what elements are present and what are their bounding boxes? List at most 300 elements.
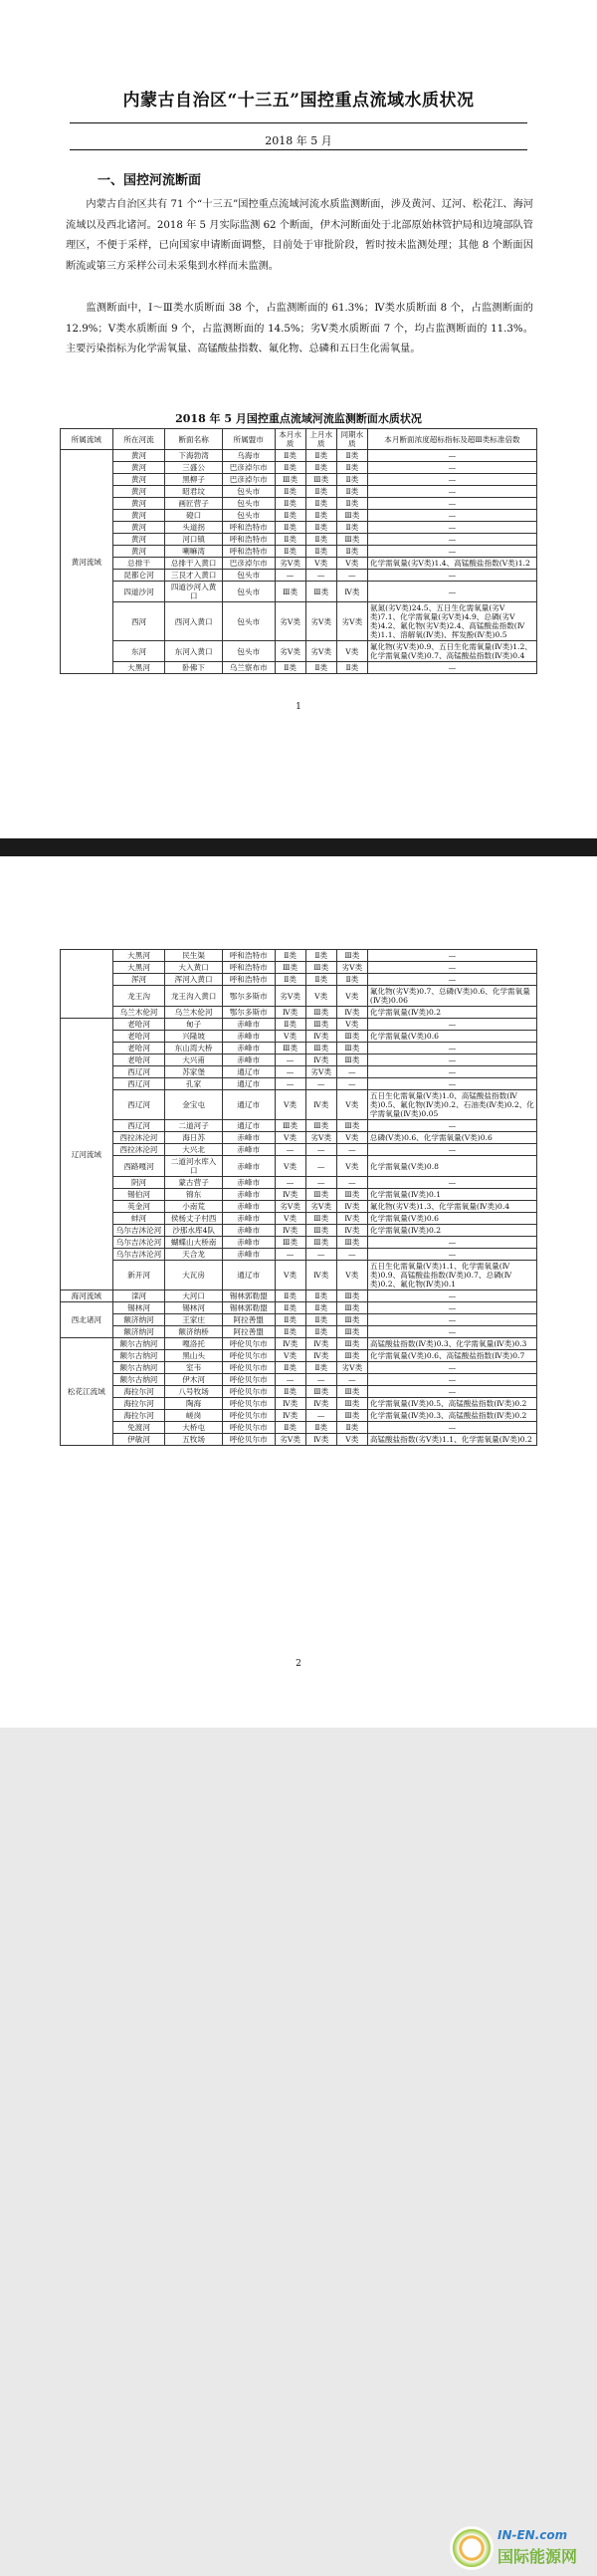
exceed-cell: 总磷(Ⅴ类)0.6、化学需氧量(Ⅴ类)0.6 — [367, 1132, 536, 1144]
city-cell: 赤峰市 — [222, 1249, 275, 1261]
city-cell: 赤峰市 — [222, 1156, 275, 1177]
last-month-cell: Ⅲ类 — [305, 582, 336, 602]
exceed-cell: 高锰酸盐指数(劣Ⅴ类)1.1、化学需氧量(Ⅳ类)0.2 — [367, 1434, 536, 1446]
city-cell: 呼和浩特市 — [222, 962, 275, 974]
section-cell: 大兴甫 — [165, 1054, 222, 1066]
last-month-cell: — — [305, 1249, 336, 1261]
table-row — [61, 1225, 537, 1237]
city-cell: 阿拉善盟 — [222, 1326, 275, 1338]
section-cell: 大兴北 — [165, 1144, 222, 1156]
document-title: 内蒙古自治区“十三五”国控重点流域水质状况 — [122, 91, 475, 111]
city-cell: 呼伦贝尔市 — [222, 1422, 275, 1434]
river-cell: 东河 — [112, 641, 165, 662]
city-cell: 赤峰市 — [222, 1144, 275, 1156]
section-cell: 磴口 — [165, 510, 222, 522]
table-row — [61, 462, 537, 474]
section-cell: 卧佛下 — [165, 662, 222, 674]
last-month-cell: Ⅳ类 — [305, 1338, 336, 1350]
this-month-cell: Ⅲ类 — [275, 1043, 305, 1054]
table-row — [61, 1302, 537, 1314]
section-cell: 头道拐 — [165, 522, 222, 534]
river-cell: 黄河 — [112, 462, 165, 474]
section-cell: 大河口 — [165, 1290, 222, 1302]
city-cell: 呼伦贝尔市 — [222, 1386, 275, 1398]
exceed-cell: — — [367, 1362, 536, 1374]
this-month-cell: Ⅲ类 — [275, 474, 305, 486]
section-cell: 黑柳子 — [165, 474, 222, 486]
last-month-cell: Ⅲ类 — [305, 1189, 336, 1201]
same-period-cell: Ⅲ类 — [336, 1410, 367, 1422]
same-period-cell: Ⅴ类 — [336, 986, 367, 1007]
last-month-cell: — — [305, 570, 336, 582]
table-row — [61, 1031, 537, 1043]
paragraph-summary: 监测断面中，Ⅰ～Ⅲ类水质断面 38 个，占监测断面的 61.3%；Ⅳ类水质断面 8 个，占监测断面的 12.9%；Ⅴ类水质断面 9 个，占监测断面的 14.5%；劣Ⅴ类水质断面 7 个，均占监测断面的 11.3%。主要污染指标为化学需氧量、高锰酸盐指数、氟化物、总磷和五日生化需氧量。 — [66, 303, 533, 354]
last-month-cell: Ⅲ类 — [305, 962, 336, 974]
header-exceed-indicators: 本月断面浓度超标指标及超Ⅲ类标准倍数 — [367, 429, 536, 450]
city-cell: 呼和浩特市 — [222, 522, 275, 534]
section-cell: 甸子 — [165, 1019, 222, 1031]
header-section: 断面名称 — [165, 429, 222, 450]
section-cell: 三盛公 — [165, 462, 222, 474]
section-cell: 天合龙 — [165, 1249, 222, 1261]
same-period-cell: Ⅳ类 — [336, 582, 367, 602]
this-month-cell: Ⅳ类 — [275, 1189, 305, 1201]
last-month-cell: Ⅱ类 — [305, 450, 336, 462]
exceed-cell: 化学需氧量(Ⅳ类)0.3、高锰酸盐指数(Ⅳ类)0.2 — [367, 1410, 536, 1422]
river-cell: 浑河 — [112, 974, 165, 986]
same-period-cell: Ⅲ类 — [336, 1314, 367, 1326]
same-period-cell: Ⅲ类 — [336, 1054, 367, 1066]
table-row — [61, 1410, 537, 1422]
city-cell: 赤峰市 — [222, 1031, 275, 1043]
last-month-cell: 劣Ⅴ类 — [305, 1201, 336, 1213]
last-month-cell: — — [305, 1156, 336, 1177]
river-cell: 蚌河 — [112, 1213, 165, 1225]
river-cell: 黄河 — [112, 510, 165, 522]
city-cell: 通辽市 — [222, 1261, 275, 1290]
same-period-cell: Ⅱ类 — [336, 462, 367, 474]
this-month-cell: Ⅱ类 — [275, 498, 305, 510]
city-cell: 巴彦淖尔市 — [222, 462, 275, 474]
section-cell: 王家庄 — [165, 1314, 222, 1326]
exceed-cell: 高锰酸盐指数(Ⅳ类)0.3、化学需氧量(Ⅳ类)0.3 — [367, 1338, 536, 1350]
this-month-cell: Ⅲ类 — [275, 1120, 305, 1132]
same-period-cell: Ⅲ类 — [336, 1290, 367, 1302]
river-cell: 老哈河 — [112, 1054, 165, 1066]
last-month-cell: Ⅱ类 — [305, 662, 336, 674]
same-period-cell: Ⅴ类 — [336, 1132, 367, 1144]
section-cell: 锦东 — [165, 1189, 222, 1201]
table-row — [61, 662, 537, 674]
river-cell: 黄河 — [112, 534, 165, 546]
last-month-cell: Ⅱ类 — [305, 522, 336, 534]
city-cell: 鄂尔多斯市 — [222, 986, 275, 1007]
exceed-cell: — — [367, 1054, 536, 1066]
exceed-cell: 化学需氧量(Ⅳ类)0.2 — [367, 1007, 536, 1019]
river-cell: 伊敏河 — [112, 1434, 165, 1446]
exceed-cell: — — [367, 486, 536, 498]
table-row — [61, 1066, 537, 1078]
same-period-cell: — — [336, 1144, 367, 1156]
exceed-cell: — — [367, 1290, 536, 1302]
basin-cell — [61, 950, 113, 1019]
last-month-cell: — — [305, 1078, 336, 1090]
same-period-cell: Ⅱ类 — [336, 1422, 367, 1434]
table-row — [61, 534, 537, 546]
river-cell: 黄河 — [112, 486, 165, 498]
exceed-cell: — — [367, 1249, 536, 1261]
exceed-cell: — — [367, 474, 536, 486]
table-row — [61, 950, 537, 962]
this-month-cell: Ⅱ类 — [275, 486, 305, 498]
this-month-cell: Ⅴ类 — [275, 1350, 305, 1362]
last-month-cell: Ⅲ类 — [305, 1019, 336, 1031]
last-month-cell: 劣Ⅴ类 — [305, 1066, 336, 1078]
exceed-cell: 化学需氧量(劣Ⅴ类)1.4、高锰酸盐指数(Ⅴ类)1.2 — [367, 558, 536, 570]
exceed-cell: 氟化物(劣Ⅴ类)0.9、五日生化需氧量(Ⅳ类)1.2、化学需氧量(Ⅴ类)0.7、高锰酸盐指数(Ⅳ类)0.4 — [367, 641, 536, 662]
city-cell: 赤峰市 — [222, 1237, 275, 1249]
last-month-cell: Ⅱ类 — [305, 498, 336, 510]
same-period-cell: — — [336, 1177, 367, 1189]
river-cell: 大黑河 — [112, 950, 165, 962]
table-row — [61, 1120, 537, 1132]
section-cell: 伊木河 — [165, 1374, 222, 1386]
city-cell: 通辽市 — [222, 1120, 275, 1132]
last-month-cell: Ⅲ类 — [305, 1237, 336, 1249]
river-cell: 昆都仑河 — [112, 570, 165, 582]
water-quality-table-part2 — [60, 949, 537, 1446]
page-separator — [0, 838, 597, 856]
same-period-cell: Ⅴ类 — [336, 1019, 367, 1031]
same-period-cell: Ⅲ类 — [336, 1302, 367, 1314]
same-period-cell: — — [336, 570, 367, 582]
section-cell: 西河入黄口 — [165, 602, 222, 641]
same-period-cell: Ⅳ类 — [336, 1201, 367, 1213]
same-period-cell: Ⅲ类 — [336, 1386, 367, 1398]
section-cell: 喇嘛湾 — [165, 546, 222, 558]
river-cell: 海拉尔河 — [112, 1386, 165, 1398]
river-cell: 乌尔吉沐沦河 — [112, 1237, 165, 1249]
river-cell: 西辽河 — [112, 1078, 165, 1090]
city-cell: 包头市 — [222, 641, 275, 662]
water-quality-table-part1 — [60, 428, 537, 674]
river-cell: 额尔古纳河 — [112, 1374, 165, 1386]
section-cell: 额济纳桥 — [165, 1326, 222, 1338]
city-cell: 呼伦贝尔市 — [222, 1362, 275, 1374]
table-row — [61, 1290, 537, 1302]
section-heading: 一、国控河流断面 — [98, 173, 202, 188]
section-cell: 民生渠 — [165, 950, 222, 962]
same-period-cell: — — [336, 1066, 367, 1078]
river-cell: 西拉沐沦河 — [112, 1132, 165, 1144]
table-row — [61, 450, 537, 462]
same-period-cell: Ⅱ类 — [336, 974, 367, 986]
river-cell: 老哈河 — [112, 1043, 165, 1054]
river-cell: 额尔古纳河 — [112, 1338, 165, 1350]
last-month-cell: Ⅱ类 — [305, 974, 336, 986]
city-cell: 通辽市 — [222, 1078, 275, 1090]
table-row — [61, 1398, 537, 1410]
this-month-cell: Ⅱ类 — [275, 510, 305, 522]
exceed-cell: 化学需氧量(Ⅳ类)0.2 — [367, 1225, 536, 1237]
city-cell: 包头市 — [222, 570, 275, 582]
table-row — [61, 1201, 537, 1213]
basin-cell: 松花江流域 — [61, 1338, 113, 1446]
same-period-cell: Ⅲ类 — [336, 510, 367, 522]
city-cell: 赤峰市 — [222, 1213, 275, 1225]
this-month-cell: Ⅱ类 — [275, 662, 305, 674]
same-period-cell: Ⅱ类 — [336, 498, 367, 510]
table-row — [61, 1326, 537, 1338]
exceed-cell: — — [367, 510, 536, 522]
this-month-cell: Ⅱ类 — [275, 1422, 305, 1434]
basin-cell: 辽河流域 — [61, 1019, 113, 1290]
exceed-cell: — — [367, 1237, 536, 1249]
city-cell: 赤峰市 — [222, 1225, 275, 1237]
last-month-cell: Ⅲ类 — [305, 1120, 336, 1132]
table-row — [61, 1177, 537, 1189]
last-month-cell: Ⅱ类 — [305, 1302, 336, 1314]
last-month-cell: Ⅱ类 — [305, 1362, 336, 1374]
table-row — [61, 1249, 537, 1261]
same-period-cell: Ⅴ类 — [336, 1156, 367, 1177]
table-row — [61, 1156, 537, 1177]
header-this-month: 本月水质 — [275, 429, 305, 450]
this-month-cell: Ⅲ类 — [275, 582, 305, 602]
last-month-cell: Ⅳ类 — [305, 1261, 336, 1290]
exceed-cell: — — [367, 1422, 536, 1434]
city-cell: 赤峰市 — [222, 1201, 275, 1213]
exceed-cell: 化学需氧量(Ⅳ类)0.5、高锰酸盐指数(Ⅳ类)0.2 — [367, 1398, 536, 1410]
exceed-cell: 化学需氧量(Ⅴ类)0.6 — [367, 1213, 536, 1225]
section-cell: 兴隆坡 — [165, 1031, 222, 1043]
watermark-url: IN-EN.com — [498, 2528, 568, 2542]
exceed-cell: — — [367, 1374, 536, 1386]
city-cell: 通辽市 — [222, 1066, 275, 1078]
same-period-cell: Ⅱ类 — [336, 486, 367, 498]
river-cell: 额济纳河 — [112, 1314, 165, 1326]
header-river: 所在河流 — [112, 429, 165, 450]
last-month-cell: 劣Ⅴ类 — [305, 602, 336, 641]
exceed-cell: — — [367, 1302, 536, 1314]
same-period-cell: Ⅳ类 — [336, 1213, 367, 1225]
same-period-cell: Ⅱ类 — [336, 662, 367, 674]
table-row — [61, 486, 537, 498]
section-cell: 三艮才入黄口 — [165, 570, 222, 582]
city-cell: 包头市 — [222, 498, 275, 510]
table-row — [61, 1434, 537, 1446]
table-row — [61, 1019, 537, 1031]
exceed-cell: 氨氮(劣Ⅴ类)24.5、五日生化需氧量(劣Ⅴ类)7.1、化学需氧量(劣Ⅴ类)4.9、总磷(劣Ⅴ类)4.2、氟化物(劣Ⅴ类)2.4、高锰酸盐指数(Ⅳ类)1.1、溶解氧(Ⅳ类)、挥发酚(Ⅳ类)0.5 — [367, 602, 536, 641]
river-cell: 锡林河 — [112, 1302, 165, 1314]
city-cell: 呼伦贝尔市 — [222, 1398, 275, 1410]
city-cell: 包头市 — [222, 510, 275, 522]
river-cell: 乌兰木伦河 — [112, 1007, 165, 1019]
same-period-cell: 劣Ⅴ类 — [336, 602, 367, 641]
exceed-cell: — — [367, 450, 536, 462]
exceed-cell: — — [367, 1066, 536, 1078]
same-period-cell: Ⅲ类 — [336, 1237, 367, 1249]
exceed-cell: — — [367, 1120, 536, 1132]
section-cell: 蝴蝶山大桥南 — [165, 1237, 222, 1249]
section-cell: 总排干入黄口 — [165, 558, 222, 570]
last-month-cell: Ⅳ类 — [305, 1350, 336, 1362]
table-row — [61, 1078, 537, 1090]
table-row — [61, 510, 537, 522]
table-row — [61, 641, 537, 662]
exceed-cell: — — [367, 1019, 536, 1031]
exceed-cell: — — [367, 974, 536, 986]
city-cell: 巴彦淖尔市 — [222, 558, 275, 570]
exceed-cell: — — [367, 462, 536, 474]
this-month-cell: Ⅱ类 — [275, 1019, 305, 1031]
same-period-cell: Ⅴ类 — [336, 1434, 367, 1446]
section-cell: 嘎洛托 — [165, 1338, 222, 1350]
section-cell: 乌兰木伦河 — [165, 1007, 222, 1019]
city-cell: 呼伦贝尔市 — [222, 1410, 275, 1422]
exceed-cell: — — [367, 570, 536, 582]
exceed-cell: — — [367, 962, 536, 974]
river-cell: 锡伯河 — [112, 1189, 165, 1201]
city-cell: 乌兰察布市 — [222, 662, 275, 674]
this-month-cell: Ⅴ类 — [275, 1090, 305, 1120]
river-cell: 黄河 — [112, 474, 165, 486]
report-date: 2018 年 5 月 — [265, 134, 332, 147]
section-cell: 嵯岗 — [165, 1410, 222, 1422]
section-cell: 小南荒 — [165, 1201, 222, 1213]
this-month-cell: Ⅳ类 — [275, 1398, 305, 1410]
river-cell: 乌尔吉沐沦河 — [112, 1249, 165, 1261]
table-row — [61, 1362, 537, 1374]
exceed-cell: — — [367, 546, 536, 558]
river-cell: 乌尔吉沐沦河 — [112, 1225, 165, 1237]
last-month-cell: Ⅲ类 — [305, 1225, 336, 1237]
table-row — [61, 1338, 537, 1350]
last-month-cell: Ⅳ类 — [305, 1090, 336, 1120]
section-cell: 二道河水库入口 — [165, 1156, 222, 1177]
section-cell: 昭君坟 — [165, 486, 222, 498]
table-row — [61, 498, 537, 510]
section-cell: 苏家堡 — [165, 1066, 222, 1078]
section-cell: 沙那水库4队 — [165, 1225, 222, 1237]
exceed-cell: — — [367, 1326, 536, 1338]
exceed-cell: — — [367, 1386, 536, 1398]
table-row — [61, 986, 537, 1007]
this-month-cell: Ⅱ类 — [275, 450, 305, 462]
this-month-cell: Ⅲ类 — [275, 962, 305, 974]
city-cell: 赤峰市 — [222, 1132, 275, 1144]
this-month-cell: Ⅱ类 — [275, 1302, 305, 1314]
same-period-cell: Ⅴ类 — [336, 641, 367, 662]
exceed-cell: 氟化物(劣Ⅴ类)1.3、化学需氧量(Ⅳ类)0.4 — [367, 1201, 536, 1213]
basin-cell: 海河流域 — [61, 1290, 113, 1302]
section-cell: 大桥屯 — [165, 1422, 222, 1434]
exceed-cell: 化学需氧量(Ⅴ类)0.6 — [367, 1031, 536, 1043]
section-cell: 东山湾大桥 — [165, 1043, 222, 1054]
last-month-cell: Ⅲ类 — [305, 1386, 336, 1398]
city-cell: 阿拉善盟 — [222, 1314, 275, 1326]
city-cell: 巴彦淖尔市 — [222, 474, 275, 486]
city-cell: 呼伦贝尔市 — [222, 1434, 275, 1446]
table-title: 2018 年 5 月国控重点流域河流监测断面水质状况 — [175, 412, 422, 425]
last-month-cell: Ⅱ类 — [305, 1290, 336, 1302]
same-period-cell: — — [336, 1078, 367, 1090]
last-month-cell: — — [305, 1374, 336, 1386]
city-cell: 赤峰市 — [222, 1019, 275, 1031]
same-period-cell: 劣Ⅴ类 — [336, 1362, 367, 1374]
same-period-cell: Ⅱ类 — [336, 474, 367, 486]
same-period-cell: Ⅲ类 — [336, 1043, 367, 1054]
this-month-cell: Ⅴ类 — [275, 1031, 305, 1043]
table-row — [61, 474, 537, 486]
in-en-watermark — [450, 2524, 589, 2576]
table-row — [61, 974, 537, 986]
same-period-cell: 劣Ⅴ类 — [336, 962, 367, 974]
this-month-cell: — — [275, 1054, 305, 1066]
last-month-cell: Ⅲ类 — [305, 1043, 336, 1054]
same-period-cell: Ⅲ类 — [336, 1189, 367, 1201]
section-cell: 陶海 — [165, 1398, 222, 1410]
city-cell: 呼伦贝尔市 — [222, 1338, 275, 1350]
this-month-cell: Ⅱ类 — [275, 950, 305, 962]
exceed-cell: — — [367, 522, 536, 534]
same-period-cell: Ⅲ类 — [336, 1398, 367, 1410]
city-cell: 锡林郭勒盟 — [222, 1290, 275, 1302]
same-period-cell: Ⅴ类 — [336, 1090, 367, 1120]
same-period-cell: Ⅲ类 — [336, 1031, 367, 1043]
table-row — [61, 602, 537, 641]
section-cell: 下海勃湾 — [165, 450, 222, 462]
city-cell: 呼伦贝尔市 — [222, 1350, 275, 1362]
this-month-cell: — — [275, 570, 305, 582]
this-month-cell: Ⅳ类 — [275, 1225, 305, 1237]
this-month-cell: Ⅳ类 — [275, 1410, 305, 1422]
this-month-cell: Ⅲ类 — [275, 1237, 305, 1249]
same-period-cell: Ⅳ类 — [336, 1225, 367, 1237]
exceed-cell: — — [367, 1144, 536, 1156]
table-row — [61, 1043, 537, 1054]
same-period-cell: — — [336, 1374, 367, 1386]
header-city: 所属盟市 — [222, 429, 275, 450]
river-cell: 黄河 — [112, 546, 165, 558]
last-month-cell: Ⅴ类 — [305, 986, 336, 1007]
section-cell: 五牧场 — [165, 1434, 222, 1446]
section-cell: 河口镇 — [165, 534, 222, 546]
last-month-cell: — — [305, 1177, 336, 1189]
this-month-cell: 劣Ⅴ类 — [275, 641, 305, 662]
table-row — [61, 546, 537, 558]
table-row — [61, 1261, 537, 1290]
this-month-cell: Ⅱ类 — [275, 1386, 305, 1398]
table-row — [61, 558, 537, 570]
last-month-cell: Ⅱ类 — [305, 950, 336, 962]
this-month-cell: — — [275, 1177, 305, 1189]
section-cell: 侯杨丈子村西 — [165, 1213, 222, 1225]
this-month-cell: Ⅱ类 — [275, 1326, 305, 1338]
river-cell: 黄河 — [112, 498, 165, 510]
table-row — [61, 570, 537, 582]
this-month-cell: Ⅱ类 — [275, 1290, 305, 1302]
this-month-cell: Ⅴ类 — [275, 1132, 305, 1144]
last-month-cell: Ⅱ类 — [305, 462, 336, 474]
page-number-1: 1 — [296, 702, 301, 712]
same-period-cell: Ⅲ类 — [336, 1338, 367, 1350]
river-cell: 西辽河 — [112, 1120, 165, 1132]
section-cell: 金宝屯 — [165, 1090, 222, 1120]
city-cell: 锡林郭勒盟 — [222, 1302, 275, 1314]
section-cell: 四道沙河入黄口 — [165, 582, 222, 602]
exceed-cell: — — [367, 582, 536, 602]
